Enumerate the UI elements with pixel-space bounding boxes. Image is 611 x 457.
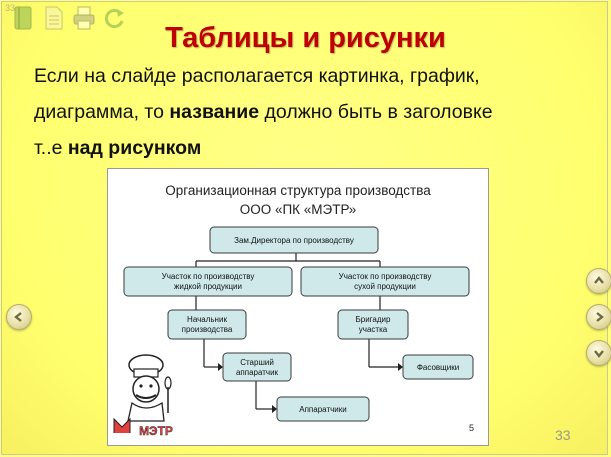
- nav-down-icon: [593, 347, 605, 359]
- box-foreman-label-2: участка: [358, 325, 388, 334]
- box-liquid-label-1: Участок по производству: [161, 272, 255, 281]
- figure-page-number: 5: [468, 423, 474, 433]
- nav-next-button[interactable]: [586, 304, 611, 330]
- logo-text: МЭТР: [139, 424, 173, 438]
- box-dry-label-1: Участок по производству: [338, 272, 432, 281]
- chef-logo-icon: [114, 355, 173, 438]
- figure-title-line1: Организационная структура производства: [165, 183, 431, 198]
- body-line-3: т..е над рисунком: [34, 137, 202, 159]
- slide-title: Таблицы и рисунки: [165, 22, 446, 54]
- nav-prev-icon: [13, 311, 25, 323]
- nav-up-icon: [593, 275, 605, 287]
- slide-body-text: [34, 58, 594, 166]
- box-operators-label: Аппаратчики: [299, 405, 347, 414]
- slide-page-number: 33: [555, 427, 571, 443]
- corner-slide-number: 33: [5, 3, 16, 13]
- boxes: [124, 227, 473, 421]
- box-foreman-label-1: Бригадир: [355, 315, 391, 324]
- nav-up-button[interactable]: [586, 268, 611, 294]
- box-dry-label-2: сухой продукции: [354, 282, 416, 291]
- box-director-label: Зам.Директора по производству: [234, 236, 354, 245]
- body-line-2: диаграмма, то название должно быть в заголовке: [34, 101, 493, 123]
- nav-prev-button[interactable]: [6, 304, 32, 330]
- box-senior-label-2: аппаратчик: [235, 368, 279, 377]
- box-liquid-label-2: жидкой продукции: [174, 282, 242, 291]
- org-chart-figure: [107, 168, 489, 446]
- figure-title-line2: ООО «ПК «МЭТР»: [239, 202, 357, 217]
- box-packers-label: Фасовщики: [416, 363, 460, 372]
- nav-down-button[interactable]: [586, 340, 611, 366]
- keyword-name: название: [169, 101, 260, 123]
- box-chief-label-1: Начальник: [187, 315, 227, 324]
- nav-next-icon: [593, 311, 605, 323]
- org-chart: [108, 169, 488, 445]
- keyword-above-picture: над рисунком: [67, 137, 202, 159]
- body-line-1: Если на слайде располагается картинка, график,: [34, 65, 480, 87]
- box-senior-label-1: Старший: [240, 358, 274, 367]
- box-chief-label-2: производства: [181, 325, 233, 334]
